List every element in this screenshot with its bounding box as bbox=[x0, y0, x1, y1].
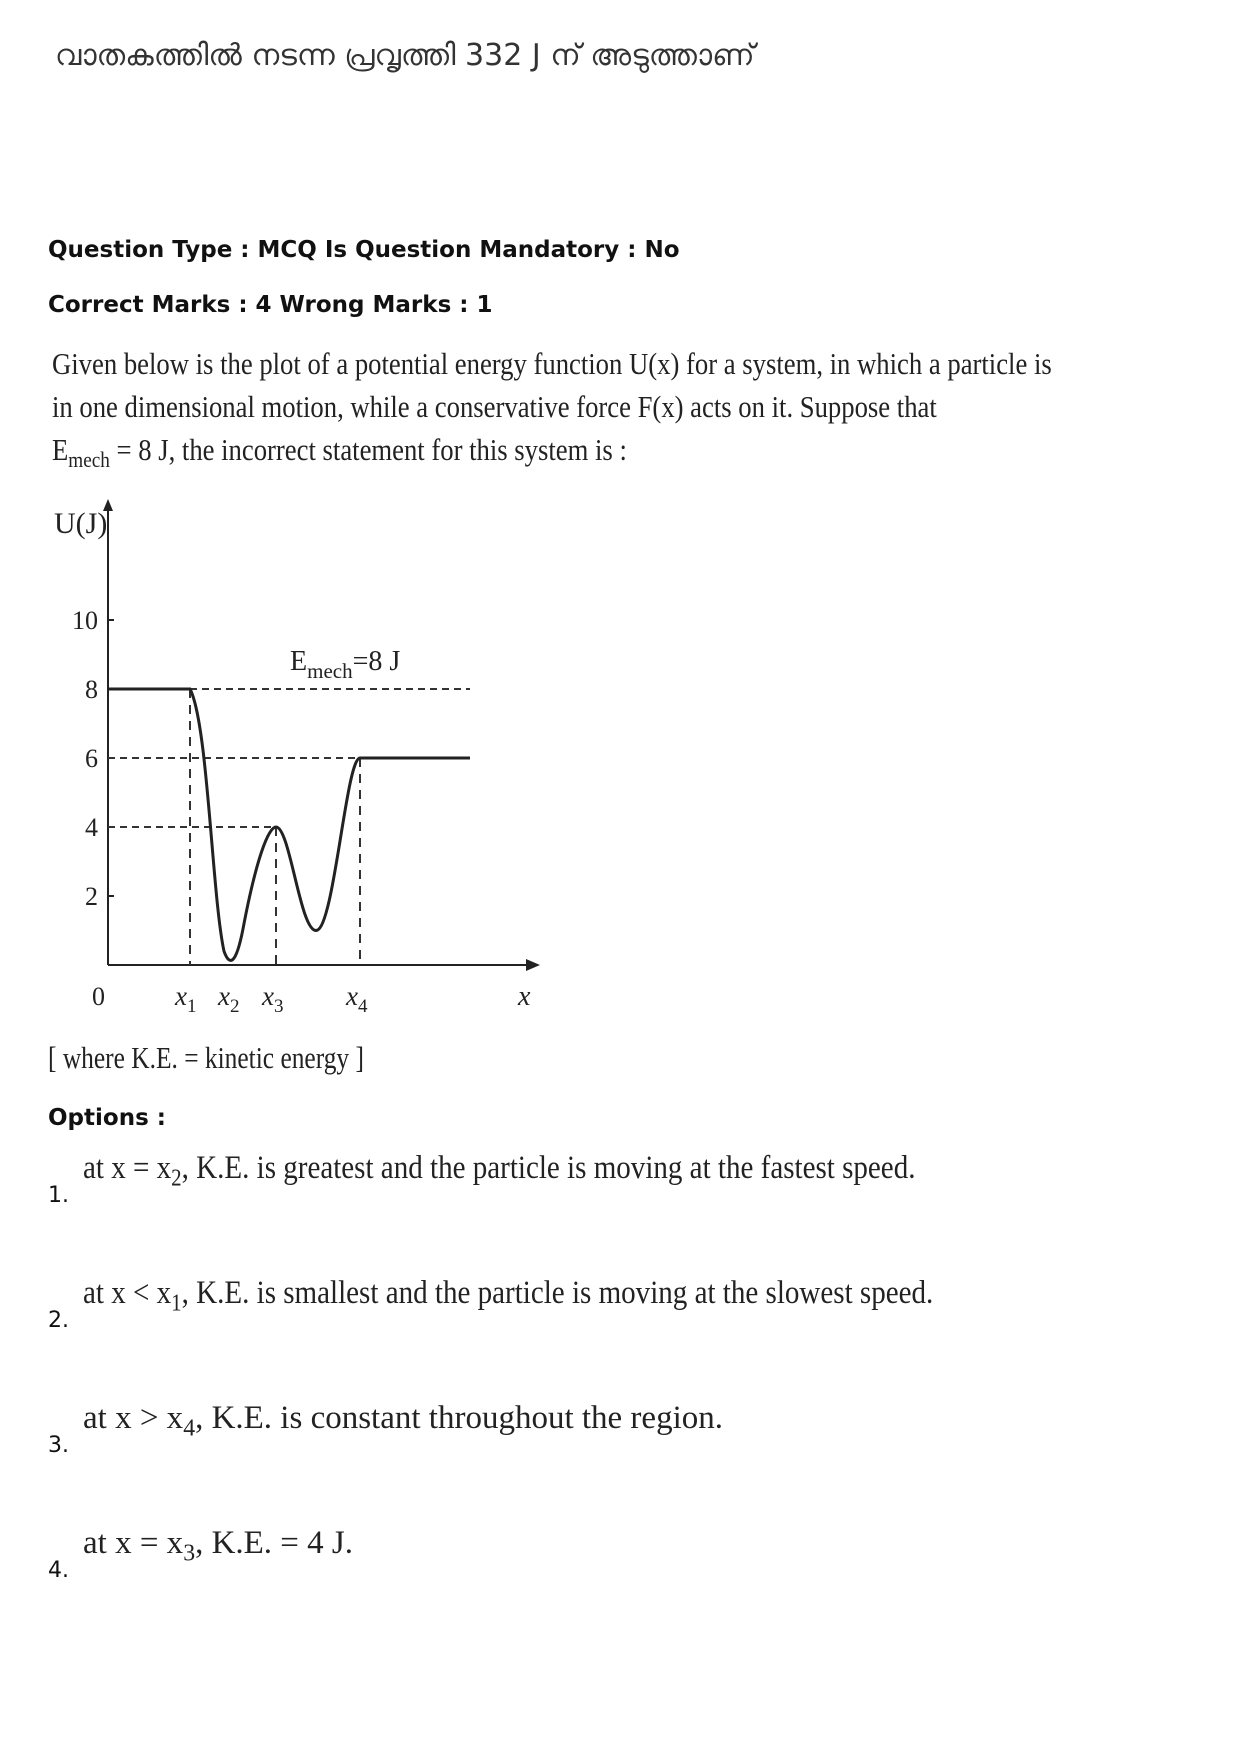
options-title: Options : bbox=[48, 1105, 166, 1131]
marks-line: Correct Marks : 4 Wrong Marks : 1 bbox=[48, 292, 493, 318]
option-4[interactable]: at $x = x_3$, K.E. = 4 J. bbox=[83, 1525, 354, 1567]
option-number: 1. bbox=[48, 1183, 69, 1208]
y-axis-label: U(J) bbox=[54, 507, 108, 540]
potential-energy-chart bbox=[40, 495, 560, 1025]
x-axis-label: x bbox=[518, 981, 531, 1012]
question-line-3 bbox=[52, 428, 826, 481]
x-marker-label: $x_3$ bbox=[262, 981, 284, 1017]
question-type-line: Question Type : MCQ Is Question Mandatory : No bbox=[48, 237, 680, 263]
x-marker-label: $x_1$ bbox=[175, 981, 197, 1017]
x-marker-label: $x_2$ bbox=[218, 981, 240, 1017]
y-tick-label: 4 bbox=[85, 813, 98, 842]
malayalam-answer-line: വാതകത്തിൽ നടന്ന പ്രവൃത്തി 332 J ന് അടുത്താണ് bbox=[55, 38, 755, 73]
y-tick-label: 2 bbox=[85, 882, 98, 911]
emech-symbol: E bbox=[52, 432, 69, 467]
origin-label: 0 bbox=[92, 982, 105, 1011]
question-line-2: in one dimensional motion, while a conservative force F(x) acts on it. Suppose that bbox=[52, 389, 937, 424]
emech-subscript: mech bbox=[68, 447, 110, 473]
y-tick-label: 10 bbox=[72, 606, 98, 635]
option-2[interactable]: at $x < x_1$, K.E. is smallest and the particle is moving at the slowest speed. bbox=[83, 1275, 934, 1317]
y-tick-label: 8 bbox=[85, 675, 98, 704]
x-marker-labels bbox=[174, 981, 368, 1017]
kinetic-energy-note: [ where K.E. = kinetic energy ] bbox=[48, 1040, 364, 1075]
emech-label: $E_{mech}=8$ J bbox=[290, 646, 401, 683]
x-axis-arrow bbox=[526, 959, 540, 971]
potential-energy-curve bbox=[108, 689, 470, 960]
question-line-1: Given below is the plot of a potential energy function U(x) for a system, in which a particle is bbox=[52, 346, 1052, 381]
option-number: 2. bbox=[48, 1308, 69, 1333]
question-text bbox=[52, 342, 1052, 481]
option-number: 3. bbox=[48, 1433, 69, 1458]
option-1[interactable]: at $x = x_2$, K.E. is greatest and the particle is moving at the fastest speed. bbox=[83, 1150, 916, 1192]
option-number: 4. bbox=[48, 1558, 69, 1583]
question-line-3-rest: = 8 J, the incorrect statement for this system is : bbox=[109, 432, 627, 467]
x-marker-label: $x_4$ bbox=[346, 981, 368, 1017]
option-3[interactable]: at $x > x_4$, K.E. is constant throughout the region. bbox=[83, 1400, 723, 1442]
y-tick-label: 6 bbox=[85, 744, 98, 773]
